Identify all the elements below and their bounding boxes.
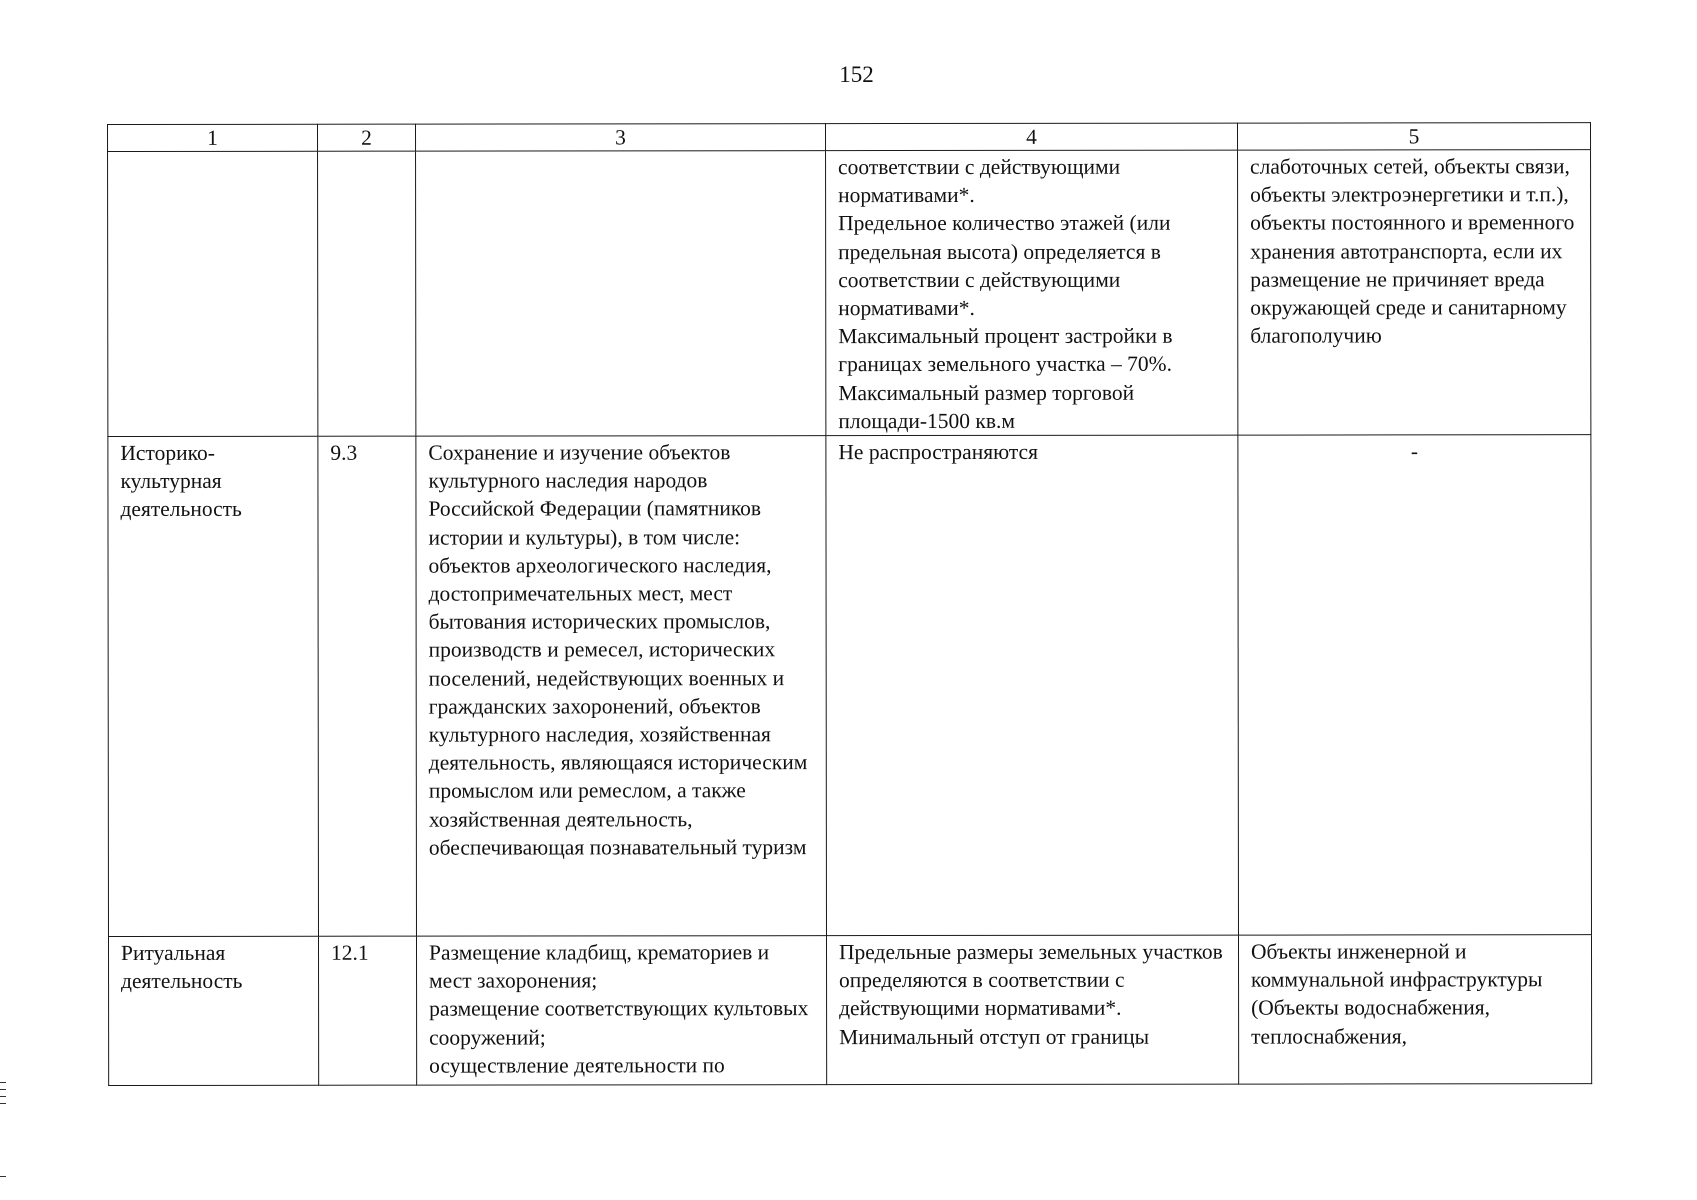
scan-edge-mark	[0, 1082, 6, 1083]
cell-code: 12.1	[318, 936, 416, 1085]
table-row	[108, 150, 1591, 437]
description-text: Размещение кладбищ, крематориев и мест захоронения;	[428, 940, 770, 993]
parameter-text: соответствии с действующими нормативами*.	[838, 154, 1121, 208]
land-use-table	[107, 122, 1592, 1086]
table-header-row	[108, 123, 1591, 152]
table-row	[108, 435, 1592, 937]
column-header-3: 3	[416, 124, 826, 152]
cell-auxiliary-uses	[1238, 150, 1591, 435]
column-header-4: 4	[826, 123, 1238, 151]
cell-use-type: Ритуальная деятельность	[108, 936, 318, 1085]
table-row	[108, 935, 1591, 1086]
scan-edge-mark	[0, 1096, 6, 1097]
cell-parameters	[826, 435, 1239, 936]
parameter-text: Максимальный размер торговой площади-1500 кв.м	[838, 380, 1135, 433]
parameter-text: Предельное количество этажей (или предельная высота) определяется в соответствии с действующими нормативами*.	[838, 211, 1171, 321]
page-number: 152	[839, 62, 874, 87]
cell-code: 9.3	[318, 436, 417, 936]
cell-use-type: Историко-культурная деятельность	[108, 436, 319, 936]
auxiliary-text: слаботочных сетей, объекты связи, объекты электроэнергетики и т.п.), объекты постоянного и временного хранения автотранспорта, если их размещение не причиняет вреда окружающей среде и санитарному благополучию	[1250, 154, 1575, 348]
cell-description	[416, 151, 826, 437]
description-text: размещение соответствующих культовых сооружений;	[429, 996, 809, 1050]
parameter-text: Максимальный процент застройки в границах земельного участка – 70%.	[838, 323, 1173, 377]
description-text: осуществление деятельности по	[429, 1053, 725, 1078]
scan-edge-mark	[0, 1103, 6, 1104]
auxiliary-text: Объекты инженерной и коммунальной инфраструктуры (Объекты водоснабжения, теплоснабжения,	[1250, 939, 1543, 1049]
cell-auxiliary-uses	[1238, 935, 1591, 1084]
cell-description	[416, 436, 827, 937]
column-header-5: 5	[1237, 123, 1590, 150]
cell-auxiliary-uses	[1238, 435, 1592, 935]
parameter-text: Предельные размеры земельных участков определяются в соответствии с действующими нормативами*.	[838, 939, 1223, 1021]
auxiliary-text: -	[1410, 439, 1418, 464]
column-header-2: 2	[318, 124, 416, 151]
scan-edge-mark	[0, 1089, 6, 1090]
parameter-text: Минимальный отступ от границы	[839, 1024, 1150, 1049]
cell-use-type	[108, 151, 318, 436]
parameter-text: Не распространяются	[838, 439, 1039, 465]
description-text: Сохранение и изучение объектов культурного наследия народов Российской Федерации (памятников истории и культуры), в том числе: объектов археологического наследия, достопримечательных мест, мест бытования исторических промыслов, производств и ремесел, исторических поселений, недействующих военных и гражданских захоронений, объектов культурного наследия, хозяйственная деятельность, являющаяся историческим промыслом или ремеслом, а также хозяйственная деятельность, обеспечивающая познавательный туризм	[428, 440, 808, 860]
cell-parameters	[826, 935, 1238, 1085]
cell-code	[318, 151, 416, 436]
column-header-1: 1	[108, 124, 318, 151]
cell-parameters	[826, 150, 1238, 436]
cell-description	[416, 936, 826, 1086]
scan-edge-mark	[0, 1176, 6, 1177]
